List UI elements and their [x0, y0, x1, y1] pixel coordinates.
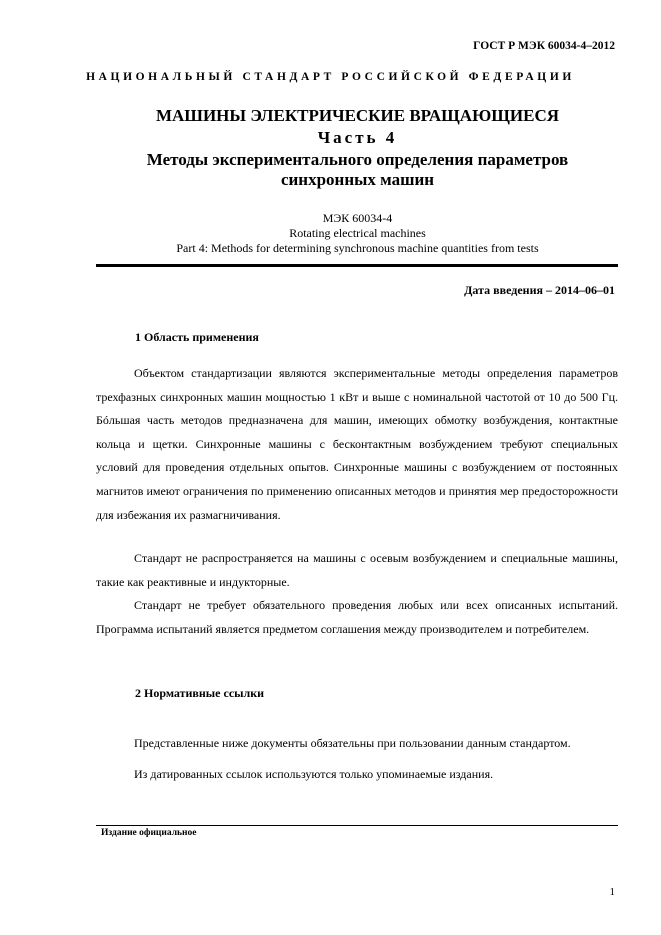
footer-divider	[96, 825, 618, 826]
section-1-paragraph-1-text: Объектом стандартизации являются экспериментальные методы определения параметров трехфазных синхронных машин мощностью 1 кВт и выше с номинальной частотой от 10 до 500 Гц. Бóльшая часть методов предназначена для машин, имеющих обмотку возбуждения, контактные кольца и щетки. Синхронные машины с бесконтактным возбуждением требуют специальных условий для проведения отдельных опытов. Синхронные машины с возбуждением от постоянных магнитов имеют ограничения по применению описанных методов и принятия мер предосторожности для избежания их размагничивания.	[96, 366, 618, 522]
section-2-paragraph-1	[96, 732, 618, 756]
section-2-heading: 2 Нормативные ссылки	[135, 686, 265, 700]
intro-date: Дата введения – 2014–06–01	[464, 283, 615, 297]
edition-note: Издание официальное	[101, 828, 197, 838]
section-2-paragraph-2-text: Из датированных ссылок используются только упоминаемые издания.	[134, 767, 494, 781]
title-line-3: Методы экспериментального определения параметров	[146, 150, 569, 169]
title-line-1: МАШИНЫ ЭЛЕКТРИЧЕСКИЕ ВРАЩАЮЩИЕСЯ	[155, 106, 560, 125]
section-1-heading: 1 Область применения	[135, 330, 259, 344]
page-number: 1	[609, 886, 615, 898]
national-standard-banner: НАЦИОНАЛЬНЫЙ СТАНДАРТ РОССИЙСКОЙ ФЕДЕРАЦИИ	[86, 71, 575, 83]
section-2-paragraph-1-text: Представленные ниже документы обязательны при пользовании данным стандартом.	[134, 736, 571, 750]
title-line-4: синхронных машин	[280, 170, 435, 189]
title-divider	[96, 264, 618, 267]
section-1-paragraph-3	[96, 594, 618, 641]
iec-code: МЭК 60034-4	[322, 211, 393, 225]
section-2-paragraph-2	[96, 763, 618, 787]
title-part: Часть 4	[317, 128, 398, 147]
standard-code: ГОСТ Р МЭК 60034-4–2012	[473, 40, 615, 52]
iec-part-en: Part 4: Methods for determining synchronous machine quantities from tests	[176, 241, 539, 255]
section-1-paragraph-2	[96, 547, 618, 594]
iec-title-en: Rotating electrical machines	[289, 226, 426, 240]
section-1-paragraph-3-text: Стандарт не требует обязательного проведения любых или всех описанных испытаний. Программа испытаний является предметом соглашения между производителем и потребителем.	[96, 598, 618, 636]
section-1-paragraph-1	[96, 362, 618, 527]
section-1-paragraph-2-text: Стандарт не распространяется на машины с осевым возбуждением и специальные машины, такие как реактивные и индукторные.	[96, 551, 618, 589]
